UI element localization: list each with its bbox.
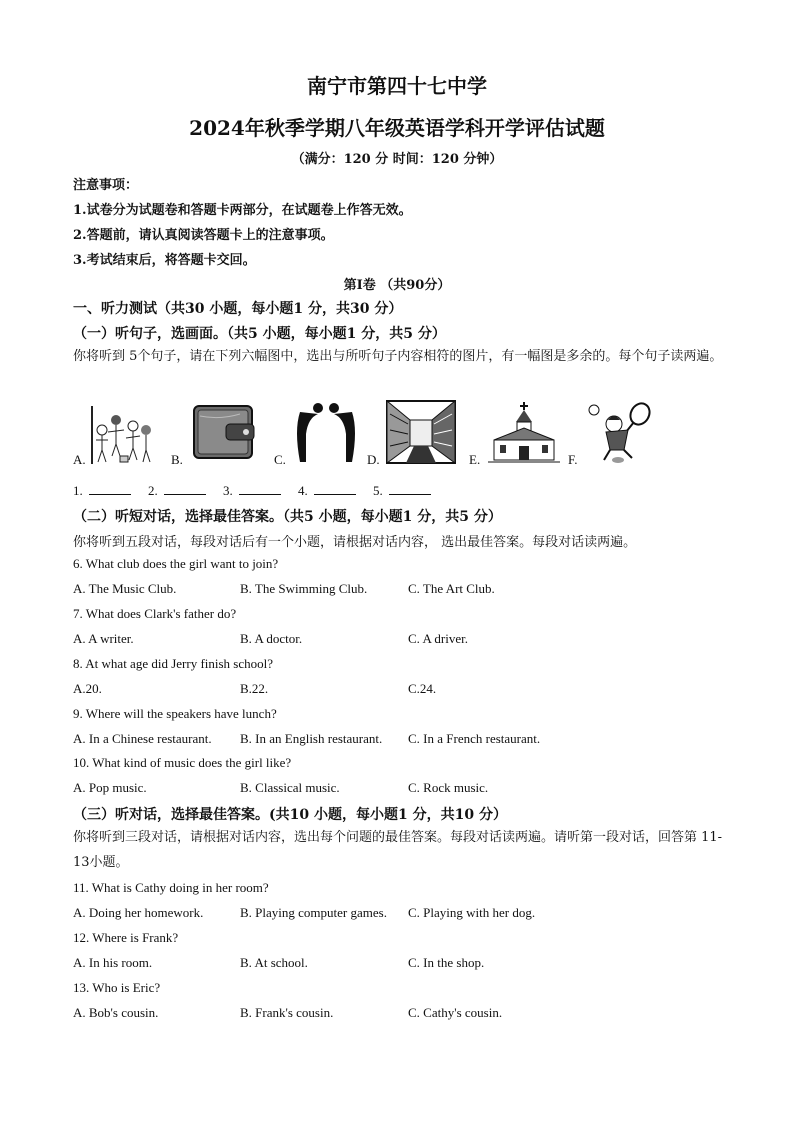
option-b: B. In an English restaurant. (240, 731, 383, 746)
picture-label: B. (171, 452, 183, 467)
option-c: C. A driver. (408, 631, 468, 646)
picture-label: C. (274, 452, 286, 467)
blank-number: 4. (298, 483, 308, 498)
option-c: C. Rock music. (408, 780, 489, 795)
sec3-instruction: 你将听到三段对话，请根据对话内容，选出每个问题的最佳答案。每段对话读两遍。请听第一段对话，回答第 11-13小题。 (73, 830, 723, 870)
option-b: B. A doctor. (240, 631, 303, 646)
exam-title: 2024年秋季学期八年级英语学科开学评估试题 (189, 116, 605, 140)
question: 10. What kind of music does the girl like? (73, 755, 292, 770)
question: 12. Where is Frank? (73, 930, 179, 945)
option-a: A. The Music Club. (73, 581, 177, 596)
tennis-player-icon (584, 400, 656, 464)
option-b: B. At school. (240, 955, 308, 970)
note-item: 1.试卷分为试题卷和答题卡两部分，在试题卷上作答无效。 (73, 203, 412, 218)
part1-title: 一、听力测试（共30 小题，每小题1 分，共30 分） (73, 301, 403, 317)
notes-heading: 注意事项： (73, 178, 139, 193)
children-playing-icon (88, 400, 154, 464)
question: 7. What does Clark's father do? (73, 606, 237, 621)
wallet-icon (190, 400, 258, 464)
option-b: B. Classical music. (240, 780, 340, 795)
option-b: B. The Swimming Club. (240, 581, 368, 596)
sec1-title: （一）听句子，选画面。（共5 小题，每小题1 分，共5 分） (73, 326, 446, 342)
option-c: C. Cathy's cousin. (408, 1005, 503, 1020)
school-name: 南宁市第四十七中学 (307, 74, 487, 98)
sec1-instruction: 你将听到 5个句子，请在下列六幅图中，选出与所听句子内容相符的图片，有一幅图是多余的。每个句子读两遍。 (73, 349, 723, 364)
volume-title: 第Ⅰ卷 （共90分） (343, 278, 451, 293)
option-c: C. In a French restaurant. (408, 731, 541, 746)
sec2-instruction: 你将听到五段对话，每段对话后有一个小题，请根据对话内容， 选出最佳答案。每段对话读两遍。 (73, 535, 637, 550)
people-bowing-icon (290, 400, 362, 464)
option-a: A. A writer. (73, 631, 134, 646)
option-c: C.24. (408, 681, 437, 696)
answer-blank[interactable] (164, 482, 206, 495)
answer-blank[interactable] (239, 482, 281, 495)
blank-number: 1. (73, 483, 83, 498)
library-interior-icon (386, 400, 456, 464)
option-a: A. In a Chinese restaurant. (73, 731, 212, 746)
answer-blank[interactable] (389, 482, 431, 495)
answer-blanks (73, 482, 445, 499)
option-b: B.22. (240, 681, 269, 696)
question: 11. What is Cathy doing in her room? (73, 880, 269, 895)
answer-blank[interactable] (89, 482, 131, 495)
option-a: A. Pop music. (73, 780, 147, 795)
question: 6. What club does the girl want to join? (73, 556, 279, 571)
blank-number: 3. (223, 483, 233, 498)
blank-number: 2. (148, 483, 158, 498)
score-time: （满分：120 分 时间：120 分钟） (291, 152, 503, 167)
option-a: A. Doing her homework. (73, 905, 204, 920)
option-c: C. Playing with her dog. (408, 905, 536, 920)
picture-label: A. (73, 452, 86, 467)
option-c: C. The Art Club. (408, 581, 495, 596)
option-a: A. Bob's cousin. (73, 1005, 159, 1020)
sec3-title: （三）听对话，选择最佳答案。(共10 小题，每小题1 分，共10 分） (73, 807, 507, 823)
question: 8. At what age did Jerry finish school? (73, 656, 274, 671)
answer-blank[interactable] (314, 482, 356, 495)
question: 9. Where will the speakers have lunch? (73, 706, 277, 721)
church-building-icon (488, 400, 560, 464)
question: 13. Who is Eric? (73, 980, 161, 995)
note-item: 2.答题前，请认真阅读答题卡上的注意事项。 (73, 228, 334, 243)
option-c: C. In the shop. (408, 955, 485, 970)
picture-label: E. (469, 452, 481, 467)
sec2-title: （二）听短对话，选择最佳答案。（共5 小题，每小题1 分，共5 分） (73, 509, 502, 525)
option-a: A.20. (73, 681, 102, 696)
option-b: B. Frank's cousin. (240, 1005, 334, 1020)
picture-label: D. (367, 452, 380, 467)
option-a: A. In his room. (73, 955, 153, 970)
picture-label: F. (568, 452, 578, 467)
blank-number: 5. (373, 483, 383, 498)
note-item: 3.考试结束后，将答题卡交回。 (73, 253, 256, 268)
option-b: B. Playing computer games. (240, 905, 387, 920)
